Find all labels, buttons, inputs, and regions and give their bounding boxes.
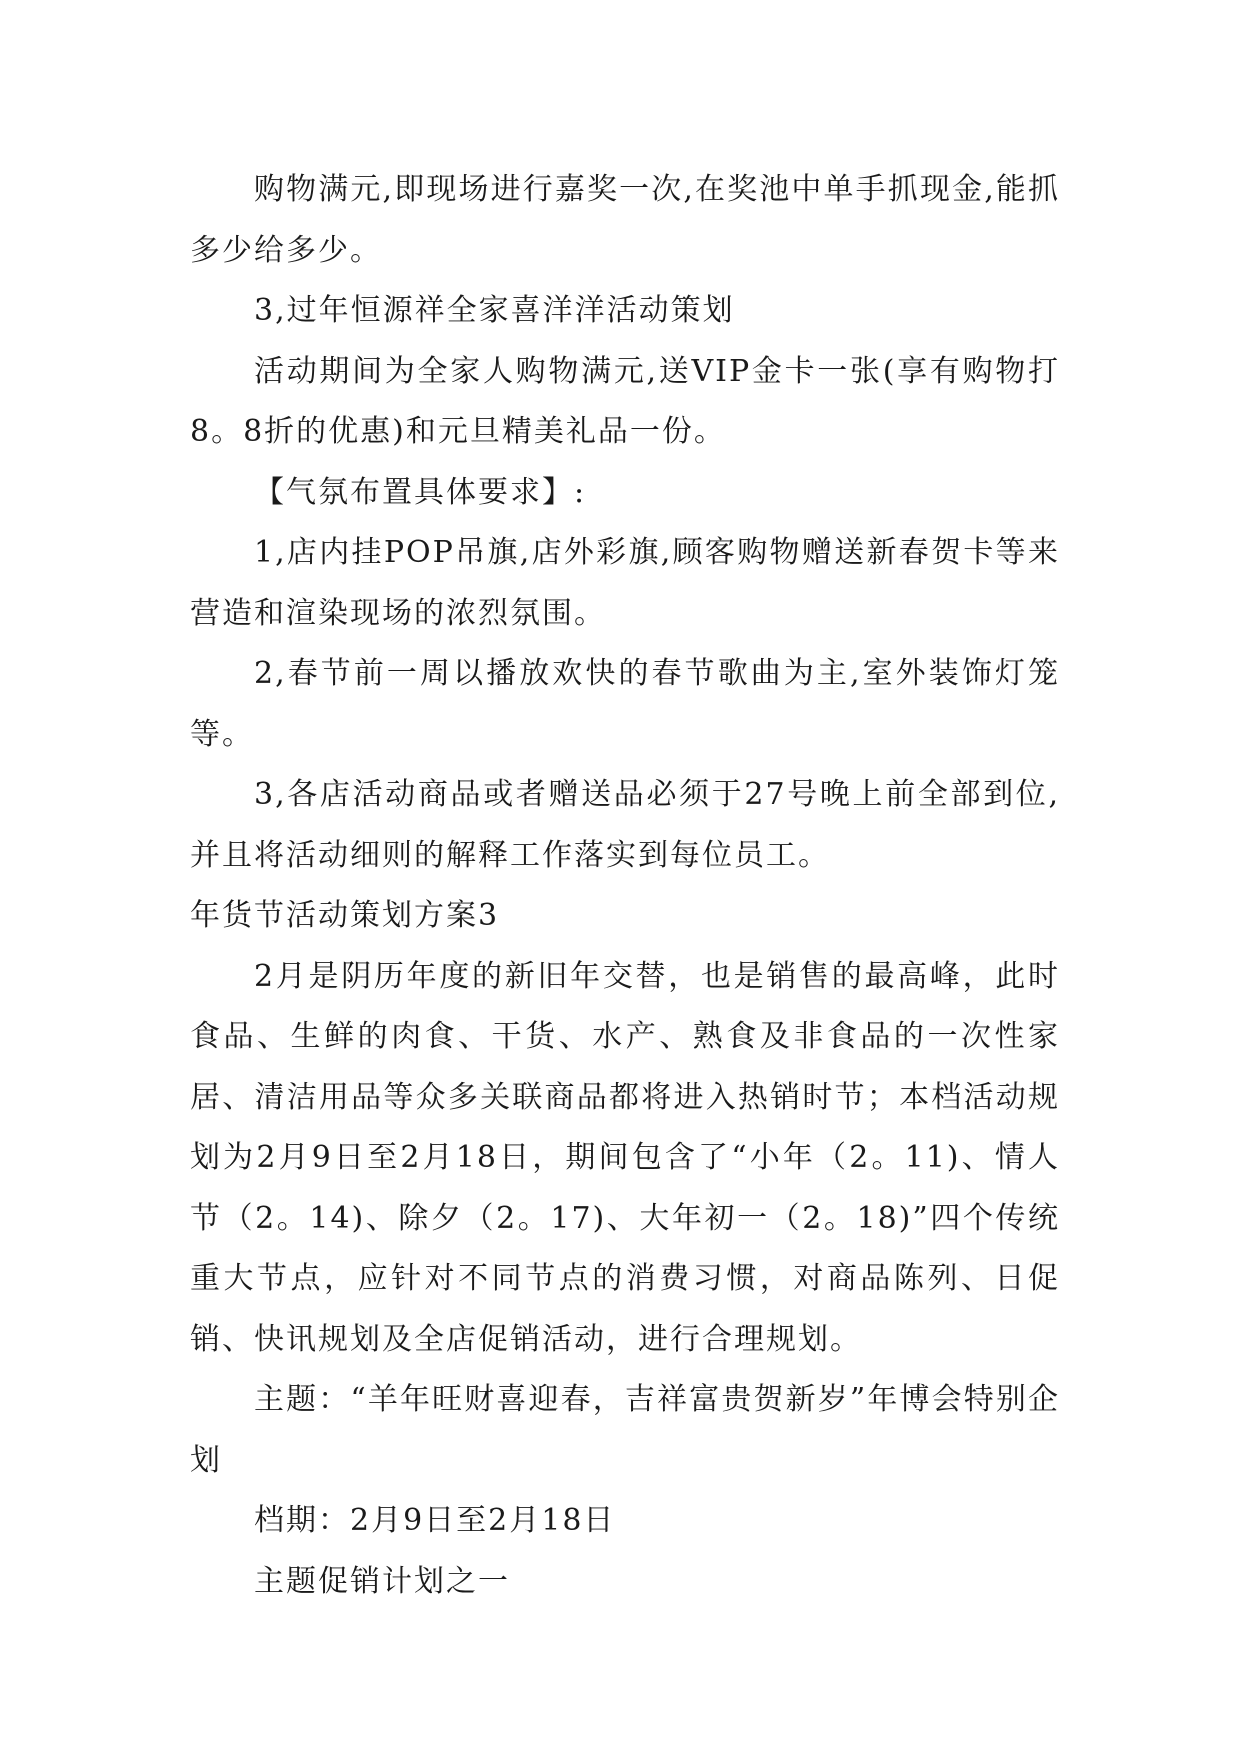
paragraph-theme: 主题：“羊年旺财喜迎春，吉祥富贵贺新岁”年博会特别企划 (190, 1382, 1060, 1478)
paragraph-cash-grab-prize: 购物满元,即现场进行嘉奖一次,在奖池中单手抓现金,能抓多少给多少。 (190, 172, 1060, 268)
paragraph-atmosphere-item-2: 2,春节前一周以播放欢快的春节歌曲为主,室外装饰灯笼等。 (190, 656, 1060, 752)
paragraph-schedule: 档期：2月9日至2月18日 (254, 1503, 616, 1538)
document-body (190, 160, 1060, 1612)
paragraph-promo-plan-1: 主题促销计划之一 (254, 1563, 510, 1599)
paragraph-atmosphere-item-1: 1,店内挂POP吊旗,店外彩旗,顾客购物赠送新春贺卡等来营造和渲染现场的浓烈氛围。 (190, 535, 1060, 631)
paragraph-february-overview: 2月是阴历年度的新旧年交替，也是销售的最高峰，此时食品、生鲜的肉食、干货、水产、熟食及非食品的一次性家居、清洁用品等众多关联商品都将进入热销时节；本档活动规划为2月9日至2月18日，期间包含了“小年（2。11)、情人节（2。14)、除夕（2。17)、大年初一（2。18)”四个传统重大节点，应针对不同节点的消费习惯，对商品陈列、日促销、快讯规划及全店促销活动，进行合理规划。 (190, 958, 1060, 1357)
paragraph-atmosphere-heading: 【气氛布置具体要求】: (254, 474, 587, 510)
paragraph-atmosphere-item-3: 3,各店活动商品或者赠送品必须于27号晚上前全部到位,并且将活动细则的解释工作落实到每位员工。 (190, 777, 1060, 873)
paragraph-section-3-heading: 3,过年恒源祥全家喜洋洋活动策划 (254, 293, 735, 328)
section-title-plan-3: 年货节活动策划方案3 (190, 898, 500, 933)
paragraph-vip-card-offer: 活动期间为全家人购物满元,送VIP金卡一张(享有购物打8。8折的优惠)和元旦精美礼品一份。 (190, 353, 1060, 449)
